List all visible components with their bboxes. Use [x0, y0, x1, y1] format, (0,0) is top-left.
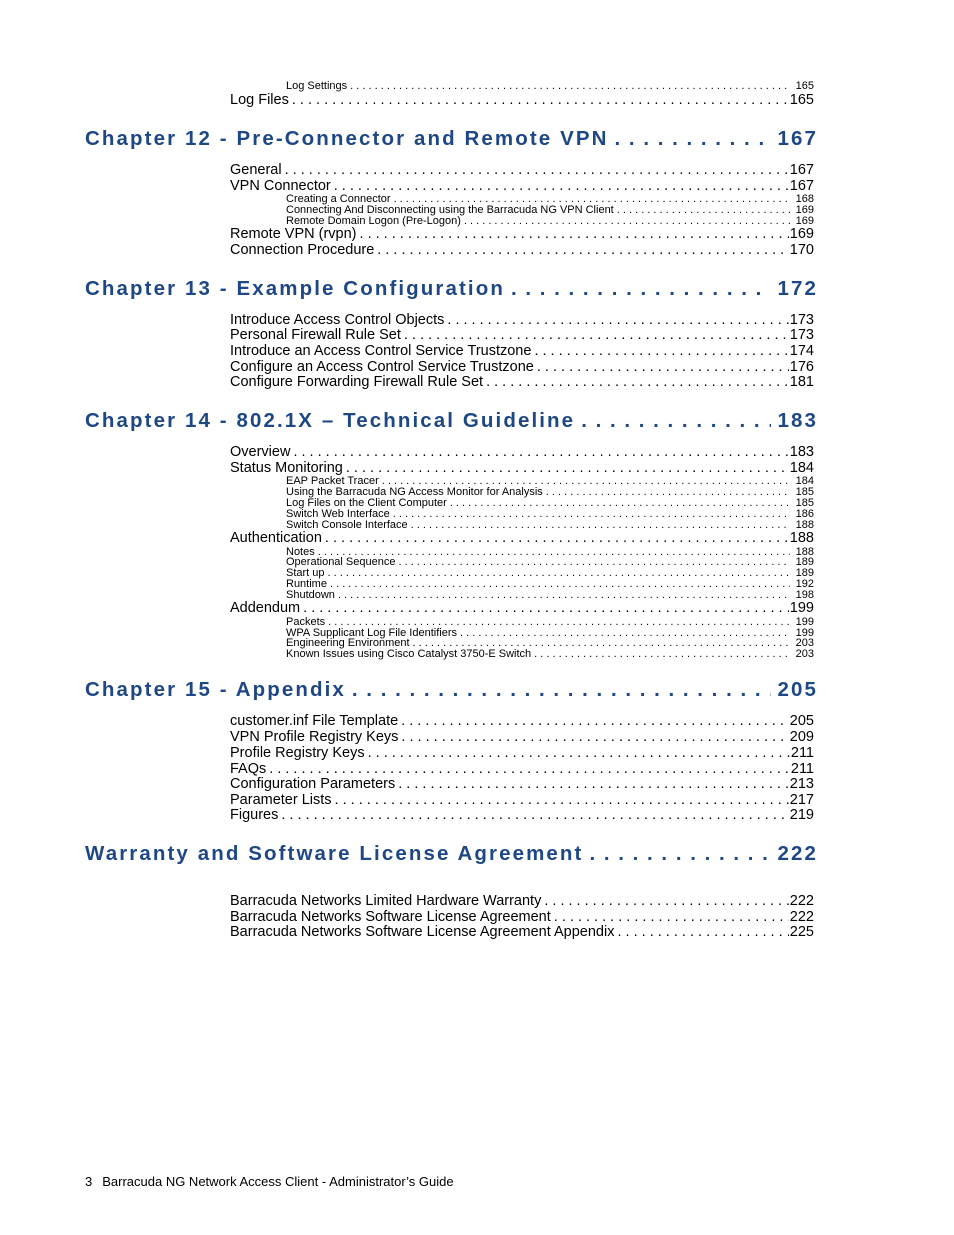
toc-entry-page: 167 — [789, 178, 814, 194]
toc-subentry[interactable] — [286, 476, 814, 487]
dot-leader — [303, 600, 789, 616]
chapter-heading-warranty[interactable] — [85, 842, 818, 866]
toc-entry-title: EAP Packet Tracer — [286, 476, 379, 487]
dot-leader — [360, 226, 789, 242]
toc-entry-title: Barracuda Networks Limited Hardware Warranty — [230, 893, 542, 909]
toc-entry-title: Configure Forwarding Firewall Rule Set — [230, 374, 484, 390]
dot-leader — [325, 530, 789, 546]
dot-leader — [285, 162, 789, 178]
toc-entry-title: Packets — [286, 617, 326, 628]
toc-entry-page: 213 — [789, 776, 814, 792]
toc-entry-title: Introduce an Access Control Service Trustzone — [230, 343, 532, 359]
toc-subentry[interactable] — [286, 649, 814, 660]
dot-leader — [368, 745, 790, 761]
toc-subentry[interactable] — [286, 498, 814, 509]
toc-entry-page: 188 — [795, 547, 814, 558]
dot-leader — [404, 327, 789, 343]
chapter-title: Chapter 15 - Appendix — [85, 678, 346, 701]
dot-leader — [486, 374, 789, 390]
toc-entry-page: 203 — [795, 649, 814, 660]
dot-leader — [617, 205, 790, 216]
toc-entry-page: 176 — [789, 359, 814, 375]
toc-entry[interactable] — [230, 460, 814, 476]
toc-entry-page: 181 — [789, 374, 814, 390]
toc-entry-title: Engineering Environment — [286, 638, 410, 649]
toc-subentry[interactable] — [286, 205, 814, 216]
toc-entry-title: Overview — [230, 444, 291, 460]
dot-leader — [293, 444, 788, 460]
page-number: 3 — [85, 1174, 93, 1189]
toc-entry[interactable] — [230, 924, 814, 940]
toc-entry-page: 225 — [789, 924, 814, 940]
toc-entry-title: Remote VPN (rvpn) — [230, 226, 357, 242]
chapter-page: 167 — [777, 127, 818, 150]
toc-entry-title: VPN Profile Registry Keys — [230, 729, 399, 745]
toc-entry-page: 189 — [795, 557, 814, 568]
toc-entry-page: 165 — [789, 92, 814, 108]
dot-leader — [546, 487, 790, 498]
toc-entry-page: 217 — [789, 792, 814, 808]
toc-entry[interactable] — [230, 242, 814, 258]
toc-entry-title: VPN Connector — [230, 178, 331, 194]
dot-leader — [328, 617, 790, 628]
toc-entry-page: 167 — [789, 162, 814, 178]
toc-entry[interactable] — [230, 776, 814, 792]
toc-entry-page: 185 — [795, 498, 814, 509]
toc-entry-page: 211 — [790, 745, 814, 761]
dot-leader — [281, 807, 788, 823]
chapter-heading-14[interactable] — [85, 409, 818, 433]
toc-entry-title: Configure an Access Control Service Trustzone — [230, 359, 534, 375]
toc-entry-page: 188 — [789, 530, 814, 546]
chapter-heading-12[interactable] — [85, 127, 818, 151]
toc-entry-title: Status Monitoring — [230, 460, 343, 476]
toc-entry-log-files[interactable] — [230, 92, 814, 108]
toc-entry-title: Barracuda Networks Software License Agreement — [230, 909, 551, 925]
toc-entry-page: 222 — [789, 909, 814, 925]
toc-entry-page: 173 — [789, 327, 814, 343]
toc-entry-title: Start up — [286, 568, 325, 579]
toc-entry-title: Shutdown — [286, 590, 335, 601]
dot-leader — [534, 343, 788, 359]
toc-entry-page: 170 — [789, 242, 814, 258]
dot-leader — [450, 498, 790, 509]
dot-leader — [269, 761, 790, 777]
toc-entry-page: 186 — [795, 509, 814, 520]
toc-entry-title: Authentication — [230, 530, 322, 546]
toc-entry-page: 209 — [789, 729, 814, 745]
toc-entry-title: Addendum — [230, 600, 301, 616]
toc-subentry[interactable] — [286, 509, 814, 520]
toc-entry[interactable] — [230, 530, 814, 546]
toc-entry-page: 219 — [789, 807, 814, 823]
toc-entry-title: Introduce Access Control Objects — [230, 312, 445, 328]
toc-subentry[interactable] — [286, 487, 814, 498]
toc-entry-page: 169 — [795, 216, 814, 227]
dot-leader — [401, 713, 789, 729]
page-footer — [85, 1174, 454, 1190]
toc-entry-title: Operational Sequence — [286, 557, 396, 568]
toc-entry-page: 222 — [789, 893, 814, 909]
toc-entry-page: 203 — [795, 638, 814, 649]
toc-entry-title: Log Settings — [286, 81, 348, 92]
chapter-page: 205 — [777, 678, 818, 701]
chapter-page: 222 — [777, 842, 818, 865]
chapter-heading-13[interactable] — [85, 277, 818, 301]
dot-leader — [401, 729, 788, 745]
toc-entry[interactable] — [230, 600, 814, 616]
toc-entry-page: 211 — [790, 761, 814, 777]
toc-entry[interactable] — [230, 327, 814, 343]
chapter-title: Chapter 14 - 802.1X – Technical Guideline — [85, 409, 576, 432]
chapter-page: 172 — [777, 277, 818, 300]
toc-entry-title: Using the Barracuda NG Access Monitor for Analysis — [286, 487, 543, 498]
chapter-heading-15[interactable] — [85, 678, 818, 702]
chapter-title: Warranty and Software License Agreement — [85, 842, 584, 865]
toc-entry[interactable] — [230, 893, 814, 909]
toc-entry[interactable] — [230, 343, 814, 359]
toc-entry-page: 199 — [795, 617, 814, 628]
toc-entry[interactable] — [230, 729, 814, 745]
toc-entry[interactable] — [230, 162, 814, 178]
toc-entry-page: 184 — [795, 476, 814, 487]
toc-entry[interactable] — [230, 745, 814, 761]
chapter-page: 183 — [777, 409, 818, 432]
toc-entry-title: Connection Procedure — [230, 242, 375, 258]
dot-leader — [292, 92, 789, 108]
dot-leader — [382, 476, 790, 487]
toc-entry-title: Creating a Connector — [286, 194, 391, 205]
toc-entry-page: 165 — [795, 81, 814, 92]
toc-entry[interactable] — [230, 226, 814, 242]
dot-leader — [589, 842, 771, 866]
dot-leader — [330, 579, 790, 590]
toc-entry[interactable] — [230, 807, 814, 823]
toc-entry-title: Connecting And Disconnecting using the Barracuda NG VPN Client — [286, 205, 614, 216]
dot-leader — [554, 909, 789, 925]
toc-subentry[interactable] — [286, 557, 814, 568]
dot-leader — [447, 312, 788, 328]
footer-text: Barracuda NG Network Access Client - Administrator’s Guide — [102, 1174, 454, 1189]
toc-entry-title: FAQs — [230, 761, 267, 777]
toc-entry-title: General — [230, 162, 282, 178]
toc-entry-title: Configuration Parameters — [230, 776, 396, 792]
toc-entry-page: 188 — [795, 520, 814, 531]
toc-entry[interactable] — [230, 909, 814, 925]
dot-leader — [398, 776, 789, 792]
toc-subentry[interactable] — [286, 579, 814, 590]
toc-entry-title: Known Issues using Cisco Catalyst 3750-E Switch — [286, 649, 532, 660]
toc-entry-page: 185 — [795, 487, 814, 498]
toc-subentry[interactable] — [286, 194, 814, 205]
toc-entry-title: Remote Domain Logon (Pre-Logon) — [286, 216, 461, 227]
dot-leader — [328, 568, 790, 579]
dot-leader — [398, 557, 789, 568]
dot-leader — [377, 242, 789, 258]
toc-entry-page: 192 — [795, 579, 814, 590]
dot-leader — [335, 792, 789, 808]
dot-leader — [537, 359, 789, 375]
toc-entry-title: Log Files — [230, 92, 289, 108]
toc-entry[interactable] — [230, 761, 814, 777]
toc-entry-title: Figures — [230, 807, 279, 823]
toc-entry-page: 205 — [789, 713, 814, 729]
toc-subentry[interactable] — [286, 617, 814, 628]
toc-entry-title: Personal Firewall Rule Set — [230, 327, 401, 343]
toc-entry-title: Runtime — [286, 579, 327, 590]
toc-entry-log-settings[interactable] — [286, 81, 814, 92]
toc-subentry[interactable] — [286, 568, 814, 579]
toc-entry-page: 169 — [789, 226, 814, 242]
toc-entry-page: 169 — [795, 205, 814, 216]
toc-entry-title: Switch Console Interface — [286, 520, 408, 531]
toc-entry-title: Parameter Lists — [230, 792, 332, 808]
toc-entry-title: Log Files on the Client Computer — [286, 498, 447, 509]
toc-entry-title: Barracuda Networks Software License Agreement Appendix — [230, 924, 615, 940]
toc-entry-title: customer.inf File Template — [230, 713, 399, 729]
dot-leader — [394, 194, 790, 205]
toc-entry[interactable] — [230, 713, 814, 729]
dot-leader — [350, 81, 789, 92]
toc-entry-page: 183 — [789, 444, 814, 460]
dot-leader — [615, 127, 772, 151]
dot-leader — [581, 409, 771, 433]
toc-entry[interactable] — [230, 444, 814, 460]
dot-leader — [393, 509, 790, 520]
dot-leader — [534, 649, 789, 660]
chapter-title: Chapter 12 - Pre-Connector and Remote VPN — [85, 127, 609, 150]
toc-entry-page: 199 — [795, 628, 814, 639]
toc-entry-page: 189 — [795, 568, 814, 579]
toc-entry-title: Notes — [286, 547, 315, 558]
dot-leader — [334, 178, 789, 194]
toc-entry-page: 199 — [789, 600, 814, 616]
toc-entry[interactable] — [230, 374, 814, 390]
toc-entry-title: WPA Supplicant Log File Identifiers — [286, 628, 457, 639]
toc-subentry[interactable] — [286, 638, 814, 649]
dot-leader — [413, 638, 790, 649]
toc-entry-page: 184 — [789, 460, 814, 476]
toc-entry-title: Switch Web Interface — [286, 509, 390, 520]
toc-entry[interactable] — [230, 312, 814, 328]
toc-entry-title: Profile Registry Keys — [230, 745, 365, 761]
toc-entry[interactable] — [230, 792, 814, 808]
toc-entry-page: 174 — [789, 343, 814, 359]
toc-entry[interactable] — [230, 359, 814, 375]
toc-entry-page: 168 — [795, 194, 814, 205]
dot-leader — [346, 460, 789, 476]
toc-entry-page: 198 — [795, 590, 814, 601]
dot-leader — [544, 893, 788, 909]
dot-leader — [617, 924, 788, 940]
dot-leader — [511, 277, 772, 301]
toc-entry[interactable] — [230, 178, 814, 194]
toc-entry-page: 173 — [789, 312, 814, 328]
dot-leader — [352, 678, 772, 702]
chapter-title: Chapter 13 - Example Configuration — [85, 277, 505, 300]
